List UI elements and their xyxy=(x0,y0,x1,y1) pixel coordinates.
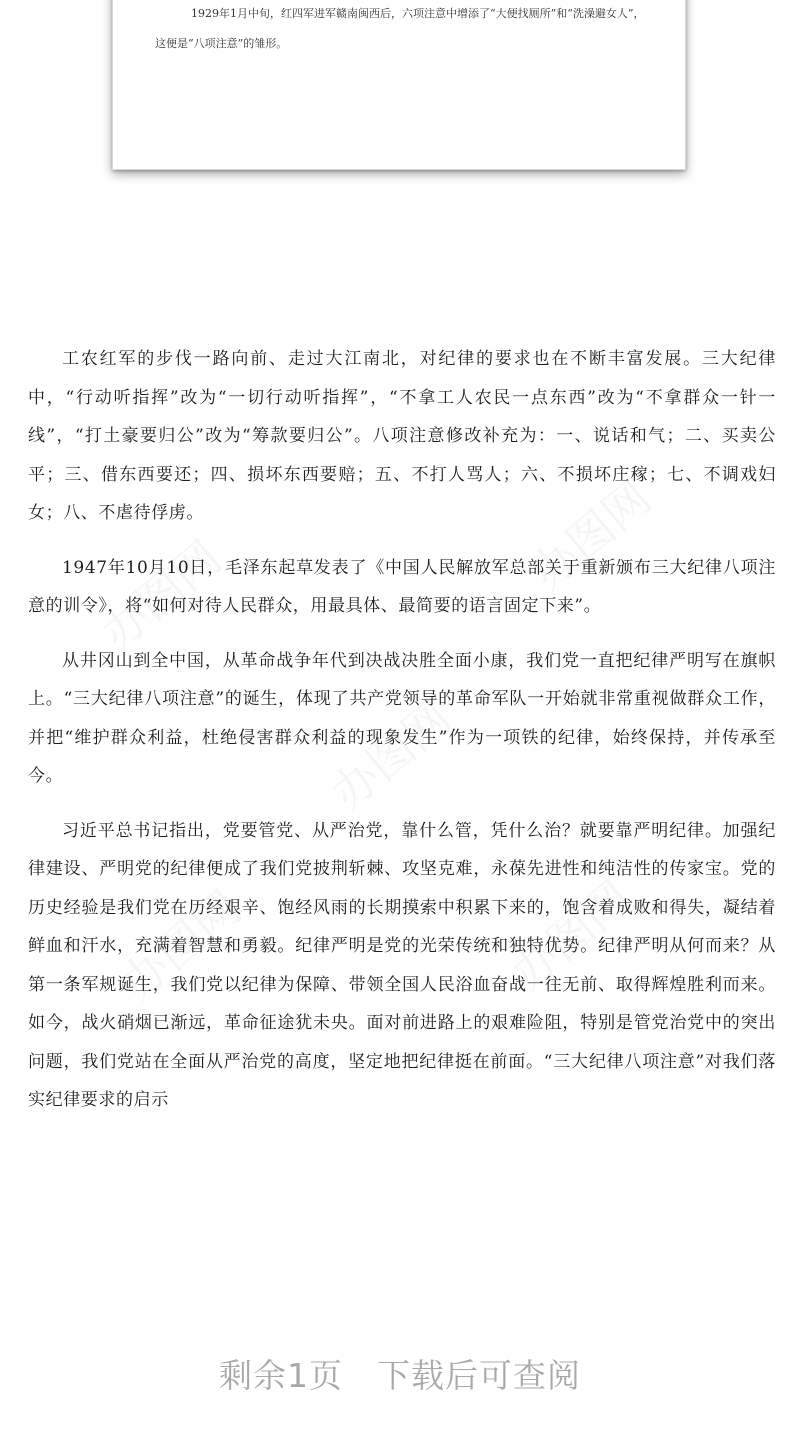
watermark: 办图网 xyxy=(500,870,642,1001)
article-body xyxy=(28,340,776,1136)
preview-card-text: 1929年1月中旬，红四军进军赣南闽西后，六项注意中增添了“大便找厕所”和“洗澡避女人”，这便是“八项注意”的雏形。 xyxy=(155,7,645,50)
watermark: 办图网 xyxy=(110,880,252,1011)
watermark: 办图网 xyxy=(520,470,662,601)
watermark: 办图网 xyxy=(320,690,462,821)
article-paragraph: 习近平总书记指出，党要管党、从严治党，靠什么管，凭什么治？就要靠严明纪律。加强纪律建设、严明党的纪律便成了我们党披荆斩棘、攻坚克难，永葆先进性和纯洁性的传家宝。党的历史经验是我们党在历经艰辛、饱经风雨的长期摸索中积累下来的，饱含着成败和得失，凝结着鲜血和汗水，充满着智慧和勇毅。纪律严明是党的光荣传统和独特优势。纪律严明从何而来？从第一条军规诞生，我们党以纪律为保障、带领全国人民浴血奋战一往无前、取得辉煌胜利而来。如今，战火硝烟已渐远，革命征途犹未央。面对前进路上的艰难险阻，特别是管党治党中的突出问题，我们党站在全面从严治党的高度，坚定地把纪律挺在前面。“三大纪律八项注意”对我们落实纪律要求的启示 xyxy=(28,820,776,1110)
remaining-pages-label: 剩余1页 xyxy=(219,1356,343,1395)
remaining-pages-notice[interactable] xyxy=(0,1350,800,1397)
article-paragraph: 工农红军的步伐一路向前、走过大江南北，对纪律的要求也在不断丰富发展。三大纪律中，“行动听指挥”改为“一切行动听指挥”，“不拿工人农民一点东西”改为“不拿群众一针一线”，“打土豪要归公”改为“筹款要归公”。八项注意修改补充为：一、说话和气；二、买卖公平；三、借东西要还；四、损坏东西要赔；五、不打人骂人；六、不损坏庄稼；七、不调戏妇女；八、不虐待俘虏。 xyxy=(28,349,776,523)
article-paragraph: 1947年10月10日，毛泽东起草发表了《中国人民解放军总部关于重新颁布三大纪律八项注意的训令》，将“如何对待人民群众，用最具体、最简要的语言固定下来”。 xyxy=(28,557,776,616)
preview-card xyxy=(112,0,686,170)
article-paragraph: 从井冈山到全中国，从革命战争年代到决战决胜全面小康，我们党一直把纪律严明写在旗帜上。“三大纪律八项注意”的诞生，体现了共产党领导的革命军队一开始就非常重视做群众工作，并把“维护群众利益，杜绝侵害群众利益的现象发生”作为一项铁的纪律，始终保持，并传承至今。 xyxy=(28,650,776,786)
download-hint-label: 下载后可查阅 xyxy=(377,1356,581,1395)
watermark: 办图网 xyxy=(90,530,232,661)
